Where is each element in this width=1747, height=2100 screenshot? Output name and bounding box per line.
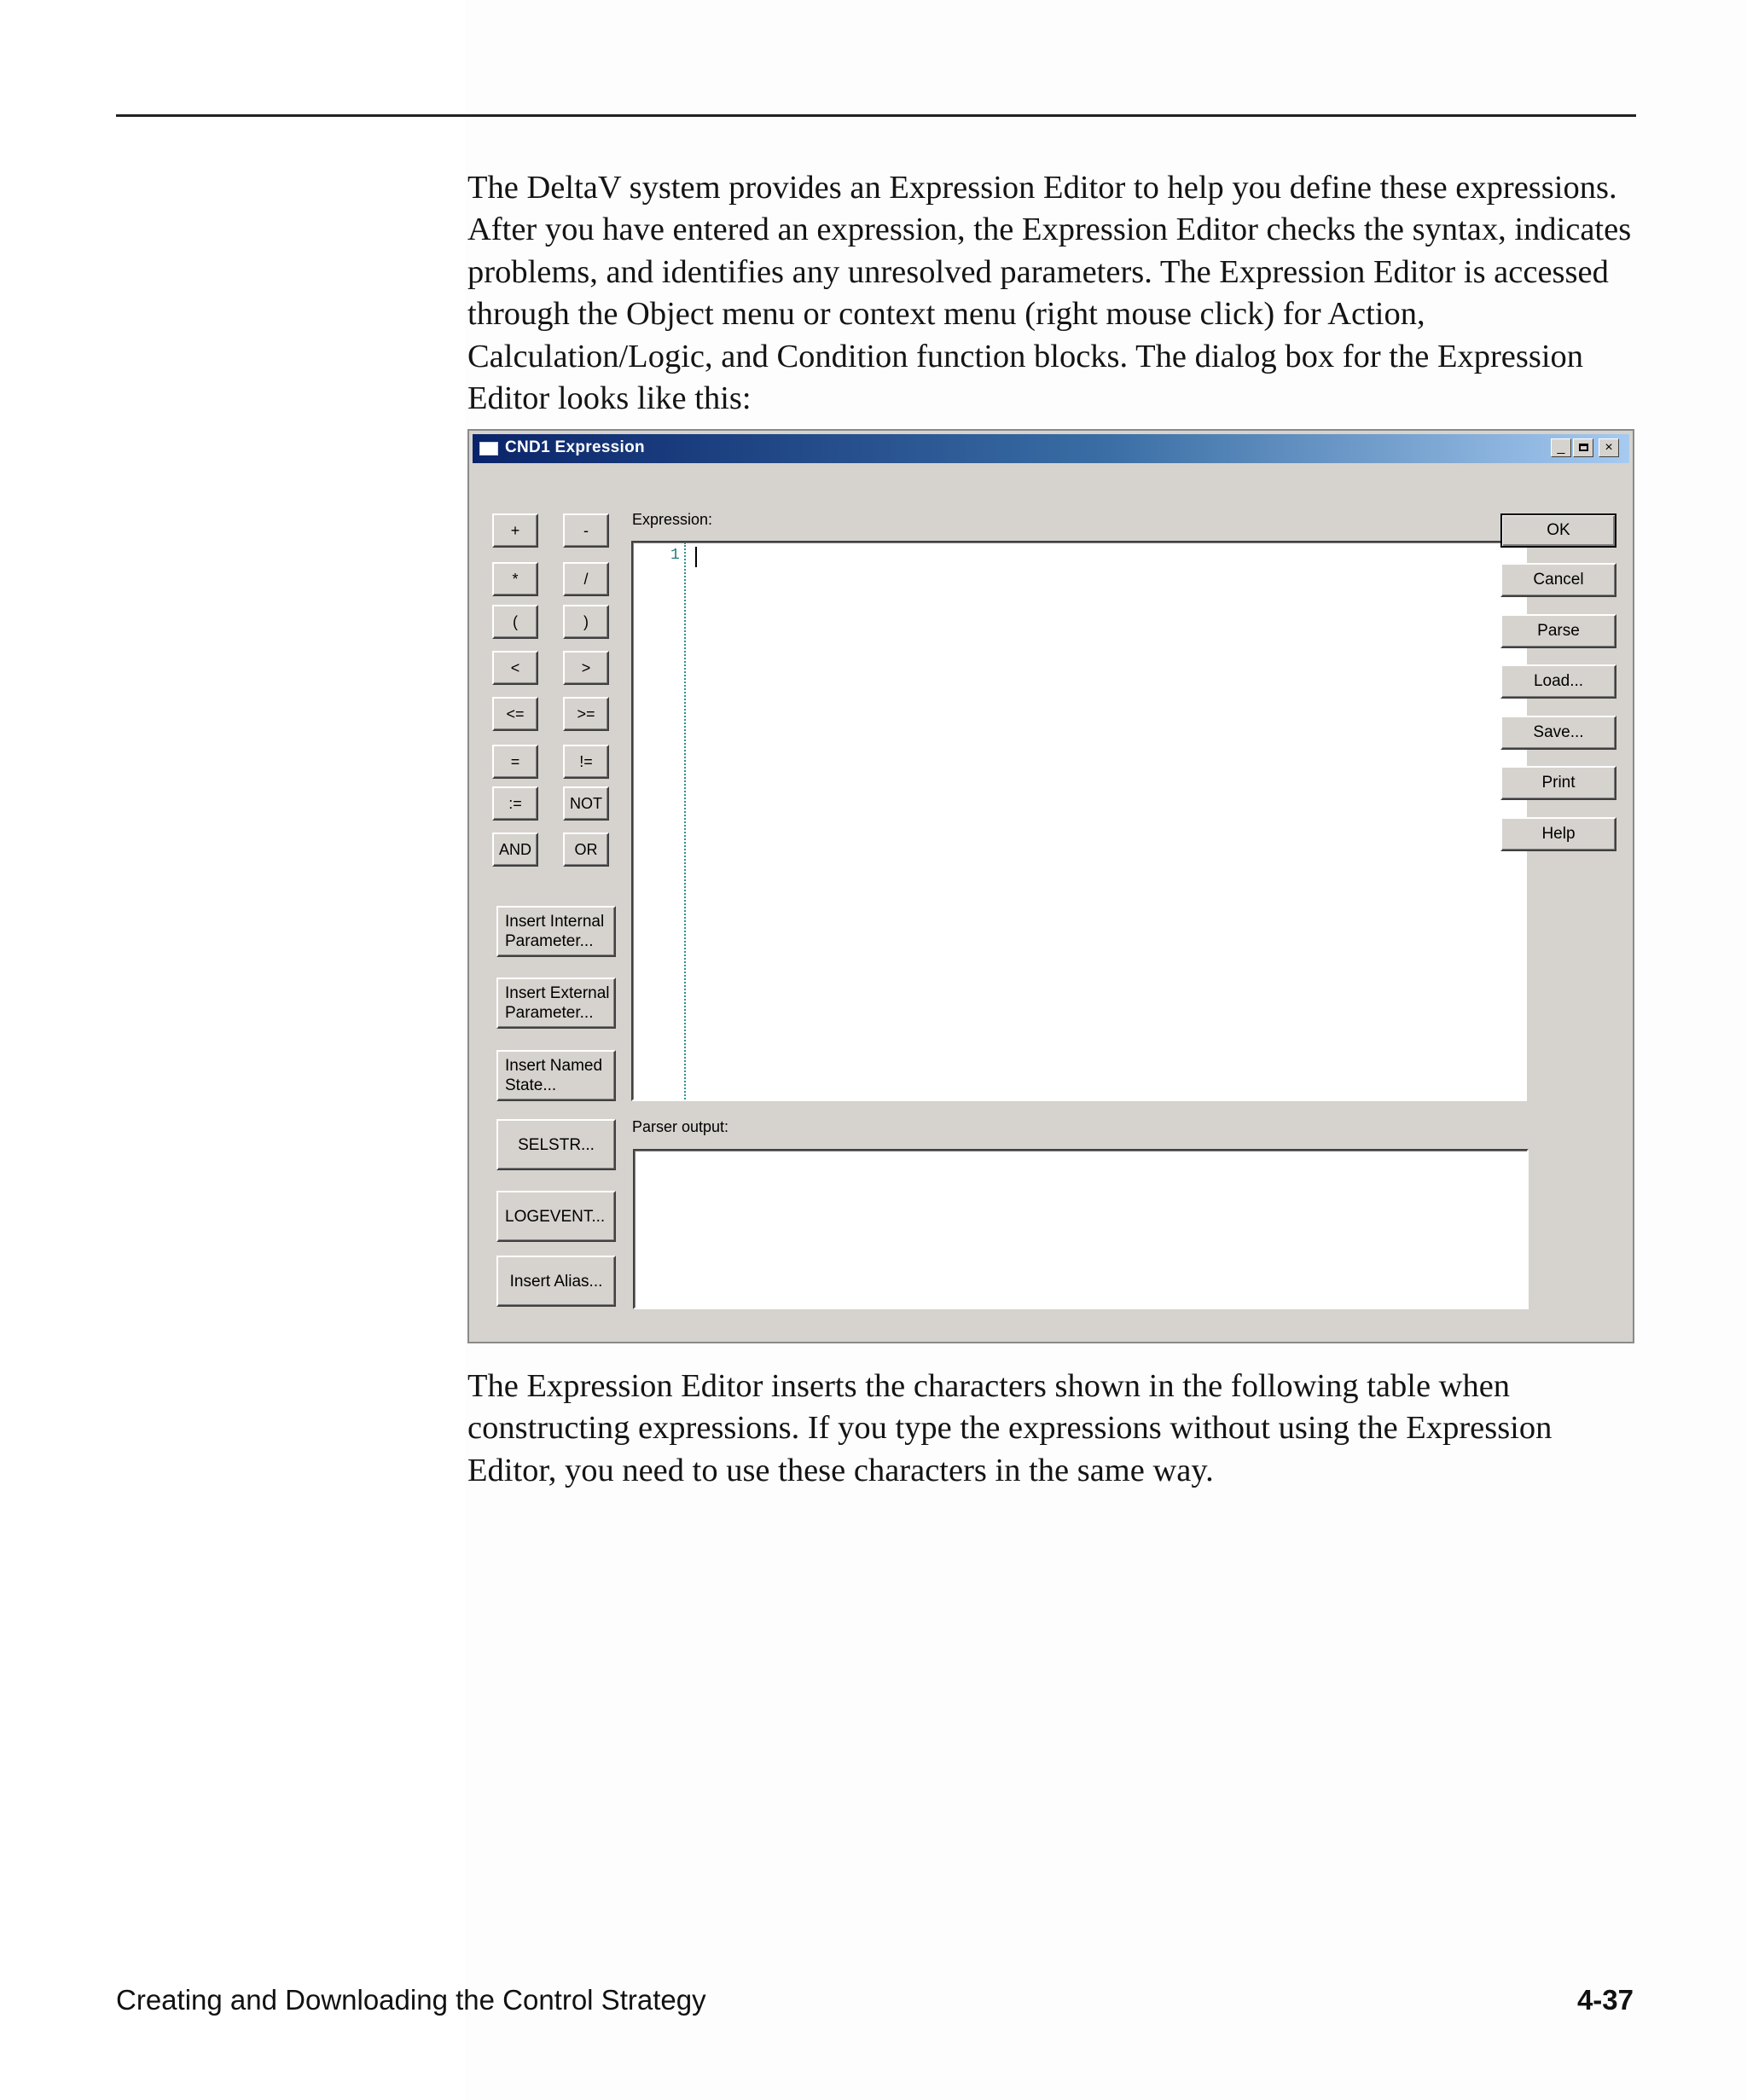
maximize-button[interactable] [1573,438,1593,457]
intro-paragraph: The DeltaV system provides an Expression Editor to help you define these expressions. After you have entered an expression, the Expression Editor checks the syntax, indicates problems, and identifies any unresolved parameters. The Expression Editor is accessed through the Object menu or context menu (right mouse click) for Action, Calculation/Logic, and Condition function blocks. The dialog box for the Expression Editor looks like this: [467,170,1632,417]
operator-assign-button[interactable]: := [492,786,538,821]
dialog-titlebar[interactable] [473,434,1629,463]
footer-chapter-title: Creating and Downloading the Control Strategy [116,1984,706,2016]
operator-divide-button[interactable]: / [563,562,609,596]
maximize-icon [1579,444,1588,451]
insert-alias-button[interactable]: Insert Alias... [496,1256,616,1307]
operator-multiply-button[interactable]: * [492,562,538,596]
close-button[interactable]: × [1599,438,1619,457]
operator-greater-equal-button[interactable]: >= [563,697,609,731]
operator-less-equal-button[interactable]: <= [492,697,538,731]
insert-internal-parameter-button[interactable]: Insert Internal Parameter... [496,906,616,957]
save-button[interactable]: Save... [1500,716,1616,750]
ok-button[interactable]: OK [1500,513,1616,548]
dialog-title: CND1 Expression [505,438,645,456]
insert-external-parameter-button[interactable]: Insert External Parameter... [496,977,616,1029]
operator-less-than-button[interactable]: < [492,651,538,685]
operator-equal-button[interactable]: = [492,745,538,779]
operator-not-equal-button[interactable]: != [563,745,609,779]
operator-close-paren-button[interactable]: ) [563,605,609,639]
operator-minus-button[interactable]: - [563,513,609,548]
expression-editor[interactable] [631,541,1527,1101]
insert-named-state-button[interactable]: Insert Named State... [496,1050,616,1101]
footer-page-number: 4-37 [1576,1984,1634,2016]
line-number: 1 [670,547,680,564]
operator-plus-button[interactable]: + [492,513,538,548]
help-button[interactable]: Help [1500,817,1616,851]
operator-open-paren-button[interactable]: ( [492,605,538,639]
logevent-button[interactable]: LOGEVENT... [496,1191,616,1242]
window-app-icon [479,442,498,455]
selstr-button[interactable]: SELSTR... [496,1119,616,1170]
operator-and-button[interactable]: AND [492,832,538,867]
gutter-divider [684,542,686,1099]
cancel-button[interactable]: Cancel [1500,563,1616,597]
minimize-button[interactable]: _ [1551,438,1571,457]
operator-or-button[interactable]: OR [563,832,609,867]
header-rule [116,114,1636,117]
load-button[interactable]: Load... [1500,664,1616,699]
expression-editor-dialog [467,429,1634,1343]
parser-output-label: Parser output: [632,1118,729,1135]
expression-label: Expression: [632,511,713,528]
parse-button[interactable]: Parse [1500,614,1616,648]
operator-not-button[interactable]: NOT [563,786,609,821]
print-button[interactable]: Print [1500,766,1616,800]
operator-greater-than-button[interactable]: > [563,651,609,685]
text-caret [695,547,697,567]
outro-paragraph: The Expression Editor inserts the characters shown in the following table when constructing expressions. If you type the expressions without using the Expression Editor, you need to use these characters in the same way. [467,1368,1553,1488]
parser-output-box[interactable] [633,1149,1529,1309]
